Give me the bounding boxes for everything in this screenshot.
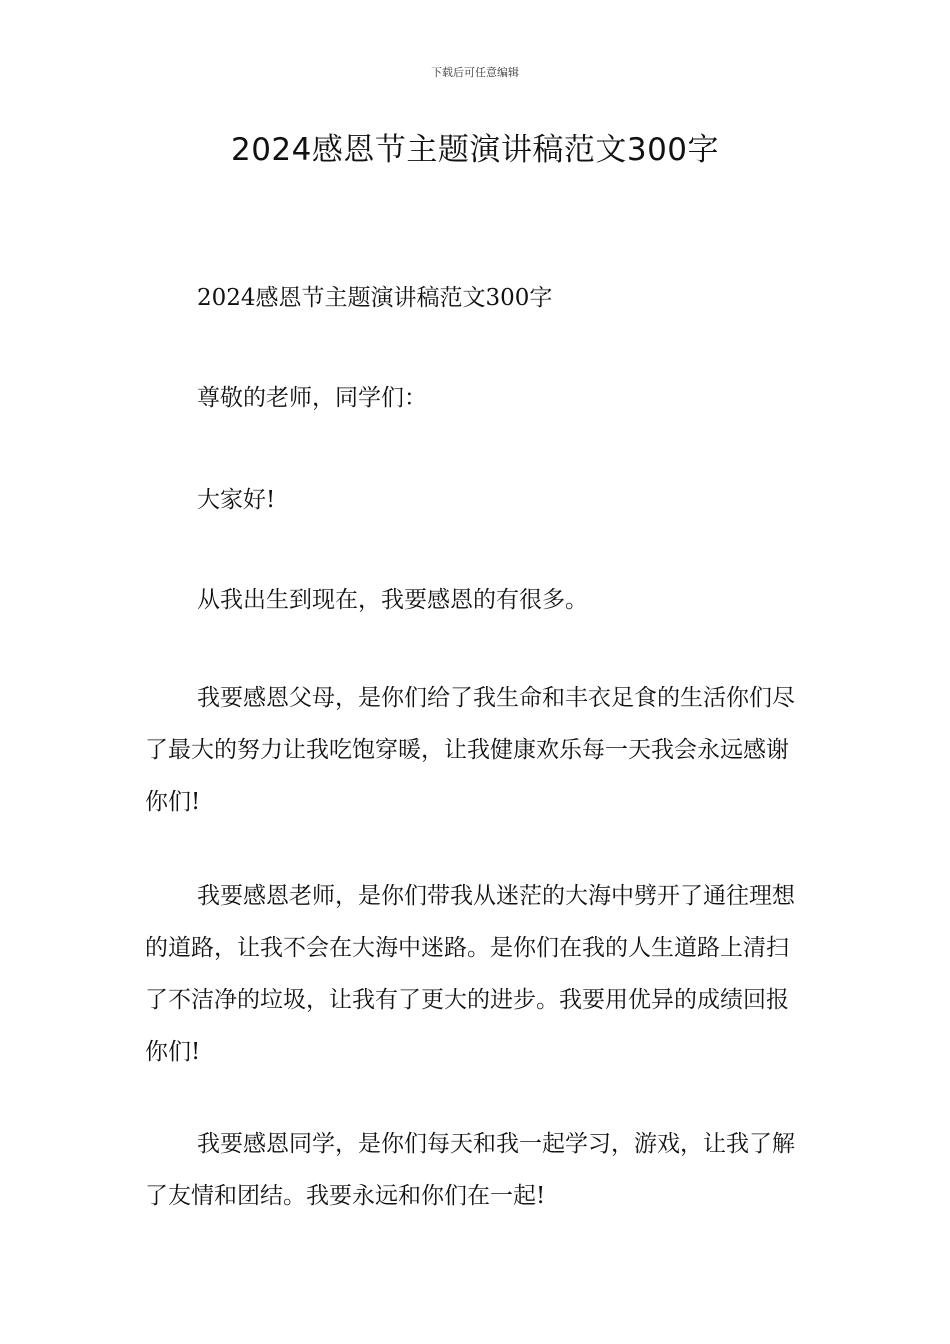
paragraph-2: 我要感恩父母，是你们给了我生命和丰衣足食的生活你们尽了最大的努力让我吃饱穿暖，让我健康欢乐每一天我会永远感谢你们! xyxy=(145,685,795,815)
paragraph-4: 我要感恩同学，是你们每天和我一起学习，游戏，让我了解了友情和团结。我要永远和你们在一起! xyxy=(145,1131,795,1209)
document-subtitle: 2024感恩节主题演讲稿范文300字 xyxy=(197,285,553,311)
header-note: 下载后可任意编辑 xyxy=(431,66,519,79)
salutation: 尊敬的老师，同学们： xyxy=(197,385,427,411)
paragraph-1: 从我出生到现在，我要感恩的有很多。 xyxy=(197,587,588,613)
greeting: 大家好! xyxy=(197,487,276,513)
document-title: 2024感恩节主题演讲稿范文300字 xyxy=(230,132,720,168)
paragraph-3: 我要感恩老师，是你们带我从迷茫的大海中劈开了通往理想的道路，让我不会在大海中迷路。是你们在我的人生道路上清扫了不洁净的垃圾，让我有了更大的进步。我要用优异的成绩回报你们! xyxy=(145,883,795,1065)
